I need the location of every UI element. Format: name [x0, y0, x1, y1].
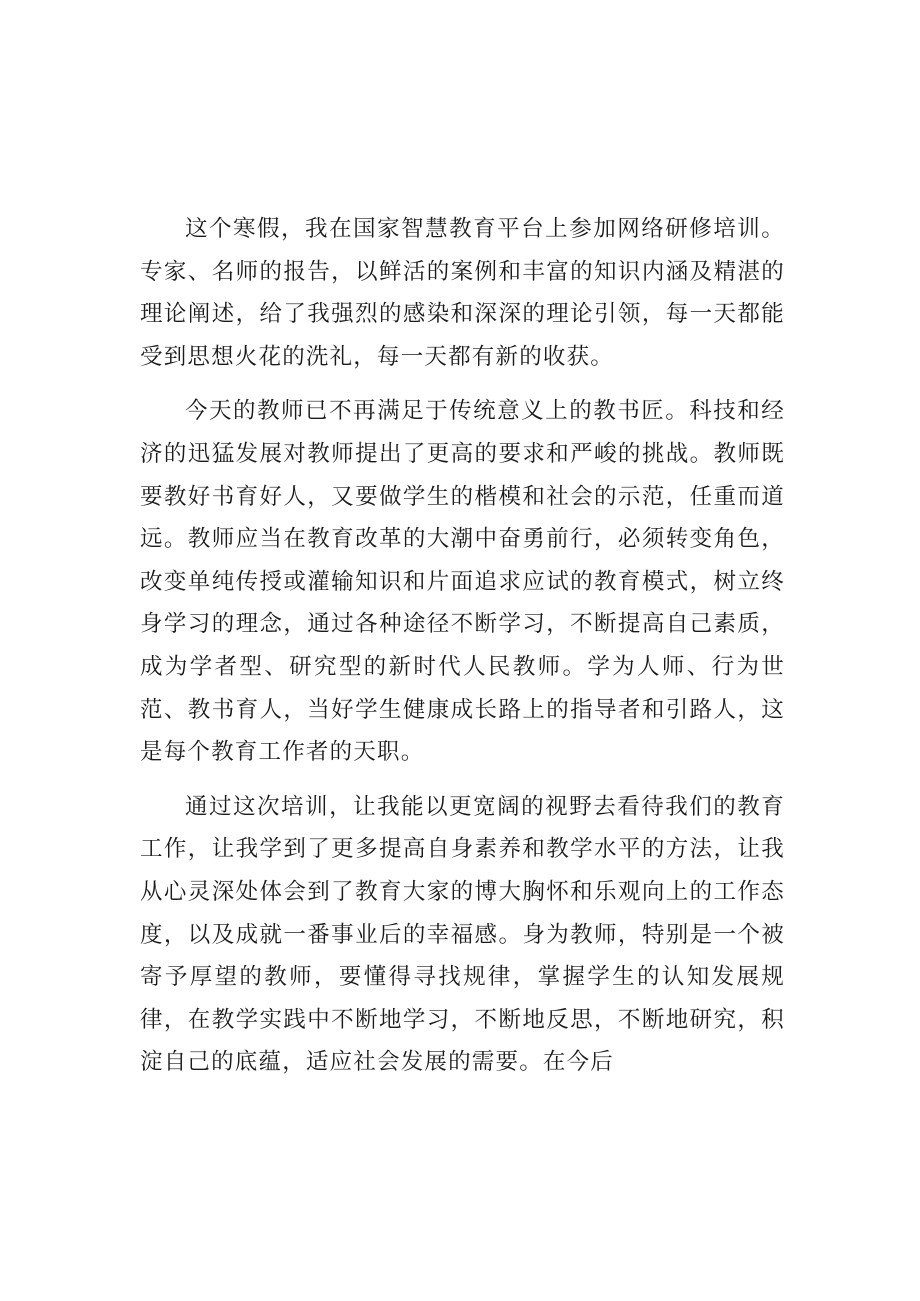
document-body: [140, 208, 785, 1084]
paragraph-3: 通过这次培训，让我能以更宽阔的视野去看待我们的教育工作，让我学到了更多提高自身素养和教学水平的方法，让我从心灵深处体会到了教育大家的博大胸怀和乐观向上的工作态度，以及成就一番事业后的幸福感。身为教师，特别是一个被寄予厚望的教师，要懂得寻找规律，掌握学生的认知发展规律，在教学实践中不断地学习，不断地反思，不断地研究，积淀自己的底蕴，适应社会发展的需要。在今后: [140, 793, 785, 1076]
paragraph-2: 今天的教师已不再满足于传统意义上的教书匠。科技和经济的迅猛发展对教师提出了更高的要求和严峻的挑战。教师既要教好书育好人，又要做学生的楷模和社会的示范，任重而道远。教师应当在教育改革的大潮中奋勇前行，必须转变角色，改变单纯传授或灌输知识和片面追求应试的教育模式，树立终身学习的理念，通过各种途径不断学习，不断提高自己素质，成为学者型、研究型的新时代人民教师。学为人师、行为世范、教书育人，当好学生健康成长路上的指导者和引路人，这是每个教育工作者的天职。: [140, 398, 785, 766]
paragraph-1: 这个寒假，我在国家智慧教育平台上参加网络研修培训。专家、名师的报告，以鲜活的案例和丰富的知识内涵及精湛的理论阐述，给了我强烈的感染和深深的理论引领，每一天都能受到思想火花的洗礼，每一天都有新的收获。: [140, 216, 785, 370]
